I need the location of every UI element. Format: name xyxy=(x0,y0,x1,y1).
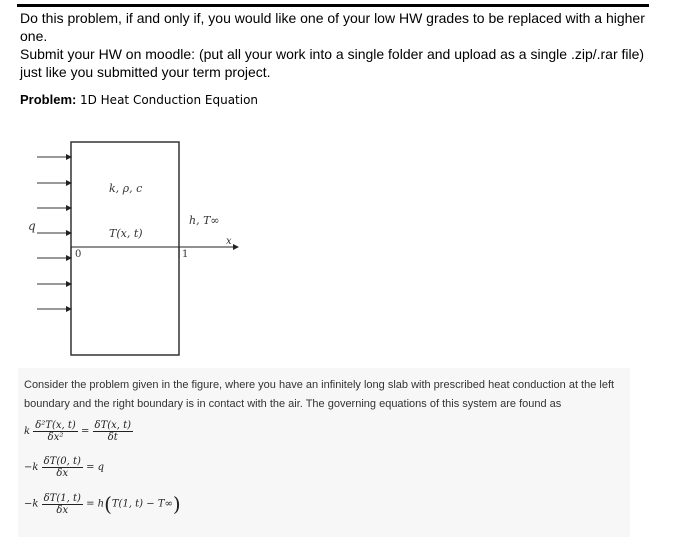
eq3-open-paren: ( xyxy=(104,492,112,516)
problem-title: 1D Heat Conduction Equation xyxy=(79,93,259,107)
axis-label: x xyxy=(226,236,232,247)
tick0-label: 0 xyxy=(75,249,82,260)
eq2-k: −k xyxy=(24,462,39,473)
problem-heading xyxy=(20,92,258,107)
temp-label: T(x, t) xyxy=(109,227,143,240)
eq1-rhs-fraction xyxy=(93,420,134,443)
equation-3 xyxy=(24,492,181,516)
eq1-lhs-fraction xyxy=(33,420,78,443)
top-rule xyxy=(17,4,649,7)
intro-line-2: Submit your HW on moodle: (put all your work into a single folder and upload as a single .zip/.rar file) just like you submitted your term project. xyxy=(20,46,645,80)
slab-figure xyxy=(20,120,660,370)
right-bc-label: h, T∞ xyxy=(189,214,220,227)
eq3-rhs-inner: T(1, t) − T∞ xyxy=(111,498,173,510)
equation-1 xyxy=(24,420,133,443)
eq1-lhs-num: δ²T(x, t) xyxy=(35,420,76,431)
eq2-fraction xyxy=(42,456,83,479)
eq3-close-paren: ) xyxy=(172,492,181,516)
eq1-k: k xyxy=(24,426,31,437)
heat-flux-arrows xyxy=(37,157,71,309)
equation-2 xyxy=(24,456,104,479)
eq3-k: −k xyxy=(24,498,39,510)
eq3-den: δx xyxy=(56,504,69,516)
eq2-den: δx xyxy=(56,468,69,479)
eq1-rhs-den: δt xyxy=(107,432,118,443)
eq3-fraction xyxy=(42,493,83,516)
eq3-rhs-h: = h xyxy=(86,498,105,510)
eq2-num: δT(0, t) xyxy=(43,456,81,467)
intro-text xyxy=(20,9,660,81)
eq2-rhs: = q xyxy=(86,462,105,473)
slab-rect xyxy=(71,142,179,355)
tick1-label: 1 xyxy=(182,249,189,260)
eq1-lhs-den: δx² xyxy=(47,432,64,443)
eq1-rhs-num: δT(x, t) xyxy=(94,420,132,431)
problem-description: Consider the problem given in the figure, where you have an infinitely long slab with prescribed heat conduction at the left boundary and the right boundary is in contact with the air. The governing equations of this system are found as xyxy=(24,379,615,410)
params-label: k, ρ, c xyxy=(109,182,143,195)
eq1-equals: = xyxy=(80,426,90,437)
q-label: q xyxy=(28,219,36,233)
eq3-num: δT(1, t) xyxy=(43,492,81,504)
problem-label: Problem: xyxy=(20,92,77,107)
intro-line-1: Do this problem, if and only if, you would like one of your low HW grades to be replaced with a higher one. xyxy=(20,10,645,44)
